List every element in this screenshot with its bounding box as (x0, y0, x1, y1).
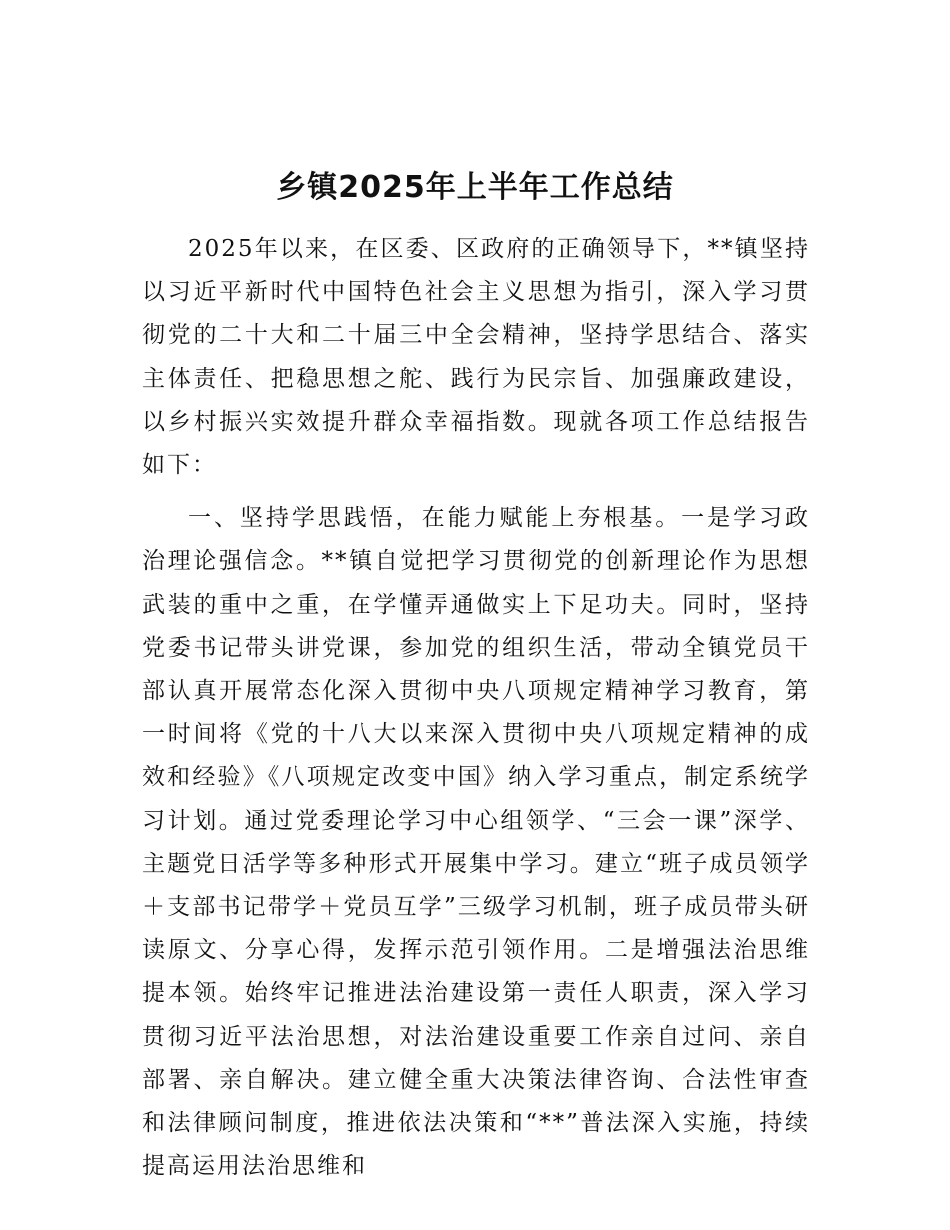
document-body (142, 228, 810, 1198)
section-one-paragraph: 一、坚持学思践悟，在能力赋能上夯根基。一是学习政治理论强信念。**镇自觉把学习贯彻党的创新理论作为思想武装的重中之重，在学懂弄通做实上下足功夫。同时，坚持党委书记带头讲党课，参加党的组织生活，带动全镇党员干部认真开展常态化深入贯彻中央八项规定精神学习教育，第一时间将《党的十八大以来深入贯彻中央八项规定精神的成效和经验》《八项规定改变中国》纳入学习重点，制定系统学习计划。通过党委理论学习中心组领学、“三会一课”深学、主题党日活学等多种形式开展集中学习。建立“班子成员领学＋支部书记带学＋党员互学”三级学习机制，班子成员带头研读原文、分享心得，发挥示范引领作用。二是增强法治思维提本领。始终牢记推进法治建设第一责任人职责，深入学习贯彻习近平法治思想，对法治建设重要工作亲自过问、亲自部署、亲自解决。建立健全重大决策法律咨询、合法性审查和法律顾问制度，推进依法决策和“**”普法深入实施，持续提高运用法治思维和 (142, 505, 810, 1180)
document-title: 乡镇2025年上半年工作总结 (276, 170, 674, 205)
intro-paragraph: 2025年以来，在区委、区政府的正确领导下，**镇坚持以习近平新时代中国特色社会主义思想为指引，深入学习贯彻党的二十大和二十届三中全会精神，坚持学思结合、落实主体责任、把稳思想之舵、践行为民宗旨、加强廉政建设，以乡村振兴实效提升群众幸福指数。现就各项工作总结报告如下： (142, 236, 810, 479)
